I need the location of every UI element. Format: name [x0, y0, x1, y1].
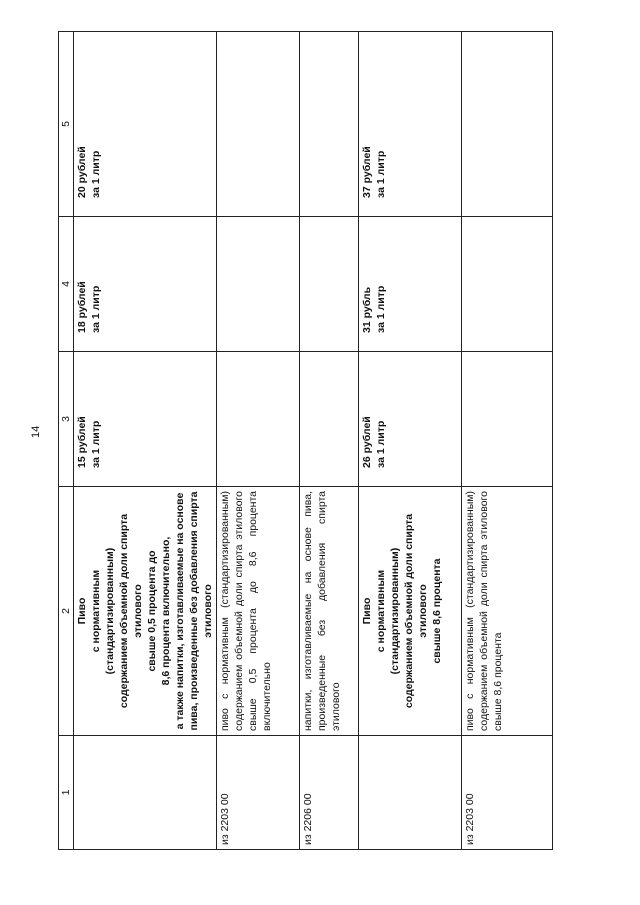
rate-cell-2021: 15 рублей за 1 литр [74, 352, 217, 487]
rate-cell-2022 [217, 217, 300, 352]
rate-cell-2021 [461, 352, 552, 487]
col-header-4: 4 [59, 217, 74, 352]
rate-cell-2022: 31 рубль за 1 литр [358, 217, 461, 352]
rate-cell-2023 [300, 32, 358, 217]
rate-cell-2022: 18 рублей за 1 литр [74, 217, 217, 352]
code-cell [358, 736, 461, 850]
table-row [358, 32, 461, 850]
rate-cell-2021: 26 рублей за 1 литр [358, 352, 461, 487]
table-row [461, 32, 552, 850]
code-cell: из 2203 00 [461, 736, 552, 850]
description-cell: пиво с нормативным (стандартизированным) содержанием объемной доли спирта этилового свыше 8,6 процента [461, 487, 552, 736]
header-row [59, 32, 74, 850]
description-cell: Пиво с нормативным (стандартизированным) содержанием объемной доли спирта этилового свыше 0,5 процента до 8,6 процента включительно, а также напитки, изготавливаемые на основе пива, произведенные без добавления спирта этилового [74, 487, 217, 736]
code-cell: из 2206 00 [300, 736, 358, 850]
description-cell: пиво с нормативным (стандартизированным) содержанием объемной доли спирта этилового свыше 0,5 процента до 8,6 процента включительно [217, 487, 300, 736]
rate-cell-2023 [461, 32, 552, 217]
rate-cell-2021 [300, 352, 358, 487]
rate-cell-2022 [461, 217, 552, 352]
description-cell: Пиво с нормативным (стандартизированным) содержанием объемной доли спирта этилового свыше 8,6 процента [358, 487, 461, 736]
rate-cell-2022 [300, 217, 358, 352]
page-number: 14 [30, 425, 42, 438]
rate-cell-2023: 20 рублей за 1 литр [74, 32, 217, 217]
col-header-2: 2 [59, 487, 74, 736]
table-row [217, 32, 300, 850]
table-row [74, 32, 217, 850]
rate-cell-2023: 37 рублей за 1 литр [358, 32, 461, 217]
code-cell [74, 736, 217, 850]
table-row [300, 32, 358, 850]
rotated-table-container [58, 32, 553, 850]
tax-rate-table [58, 31, 553, 850]
description-cell: напитки, изготавливаемые на основе пива, произведенные без добавления спирта этилового [300, 487, 358, 736]
code-cell: из 2203 00 [217, 736, 300, 850]
col-header-5: 5 [59, 32, 74, 217]
rate-cell-2023 [217, 32, 300, 217]
rate-cell-2021 [217, 352, 300, 487]
col-header-1: 1 [59, 736, 74, 850]
col-header-3: 3 [59, 352, 74, 487]
